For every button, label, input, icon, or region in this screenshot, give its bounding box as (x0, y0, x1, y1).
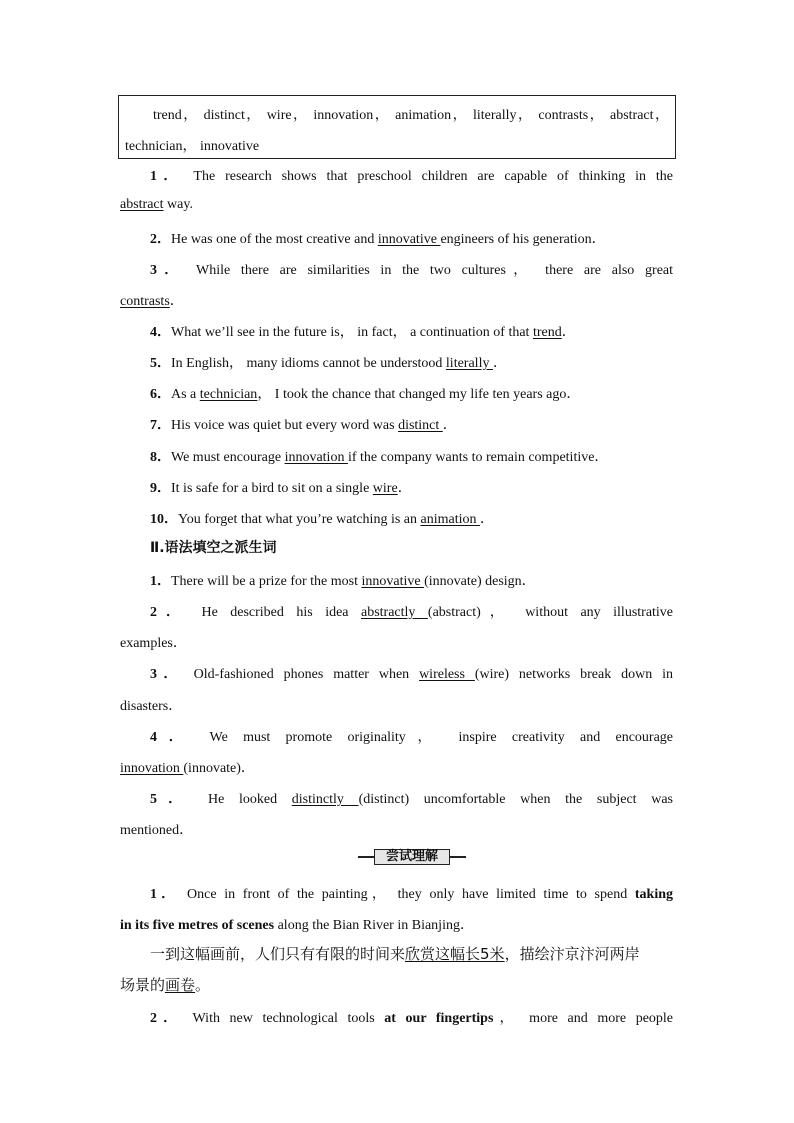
answer: 欣赏这幅长5米 (405, 945, 505, 963)
understanding-item-1-cont: in its five metres of scenes along the Bian River in Bianjing． (120, 918, 474, 933)
fill-item-10: 10．You forget that what you’re watching is an animation ． (150, 512, 494, 527)
derivative-item-4: 4． We must promote originality， inspire creativity and encourage (150, 730, 673, 745)
banner-rule-left (358, 856, 374, 858)
derivative-item-2: 2． He described his idea abstractly (abstract)， without any illustrative (150, 605, 673, 620)
section-banner (358, 847, 466, 867)
answer: innovation (120, 761, 184, 776)
fill-item-5: 5．In English， many idioms cannot be understood literally ． (150, 356, 507, 371)
derivative-item-5: 5． He looked distinctly (distinct) uncomfortable when the subject was (150, 792, 673, 807)
answer: distinct (398, 418, 443, 433)
understanding-item-1-translation: 一到这幅画前，人们只有有限的时间来欣赏这幅长5米，描绘汴京汴河两岸 (150, 945, 640, 963)
derivative-item-2-cont: examples． (120, 636, 187, 651)
fill-item-7: 7．His voice was quiet but every word was distinct ． (150, 418, 457, 433)
fill-item-4: 4．What we’ll see in the future is， in fact， a continuation of that trend． (150, 325, 576, 340)
understanding-item-1: 1． Once in front of the painting， they only have limited time to spend taking (150, 887, 673, 902)
answer: 画卷 (165, 976, 196, 994)
section-heading: Ⅱ.语法填空之派生词 (150, 540, 277, 556)
answer: innovation (284, 450, 348, 465)
derivative-item-4-cont: innovation (innovate)． (120, 761, 255, 776)
banner-rule-right (450, 856, 466, 858)
fill-item-3-cont: contrasts． (120, 294, 184, 309)
answer: technician (199, 387, 258, 402)
answer: innovative (361, 574, 425, 589)
derivative-item-3-cont: disasters． (120, 699, 183, 714)
answer: contrasts (120, 294, 170, 309)
answer: animation (420, 512, 480, 527)
fill-item-2: 2．He was one of the most creative and innovative engineers of his generation． (150, 232, 606, 247)
answer: literally (445, 356, 493, 371)
understanding-item-2: 2． With new technological tools at our fingertips， more and more people (150, 1011, 673, 1026)
derivative-item-3: 3． Old-fashioned phones matter when wireless (wire) networks break down in (150, 667, 673, 682)
fill-item-9: 9．It is safe for a bird to sit on a single wire． (150, 481, 412, 496)
banner-label: 尝试理解 (374, 849, 450, 865)
fill-item-3: 3． While there are similarities in the two cultures， there are also great (150, 263, 673, 278)
fill-item-8: 8．We must encourage innovation if the company wants to remain competitive． (150, 450, 609, 465)
word-bank-box (118, 95, 676, 159)
answer: abstractly (361, 605, 428, 620)
answer: abstract (120, 197, 164, 212)
answer: trend (532, 325, 562, 340)
understanding-item-1-translation-cont: 场景的画卷。 (120, 976, 211, 994)
answer: distinctly (291, 792, 359, 807)
answer: innovative (377, 232, 441, 247)
answer: wire (372, 481, 398, 496)
fill-item-6: 6．As a technician， I took the chance that changed my life ten years ago． (150, 387, 581, 402)
answer: wireless (419, 667, 475, 682)
word-bank-line-1: trend， distinct， wire， innovation， animation， literally， contrasts， abstract， (153, 108, 669, 123)
fill-item-1: 1． The research shows that preschool children are capable of thinking in the (150, 169, 673, 184)
derivative-item-5-cont: mentioned． (120, 823, 194, 838)
word-bank-line-2: technician， innovative (125, 139, 260, 154)
derivative-item-1: 1．There will be a prize for the most innovative (innovate) design． (150, 574, 536, 589)
fill-item-1-cont: abstract way. (120, 197, 193, 212)
